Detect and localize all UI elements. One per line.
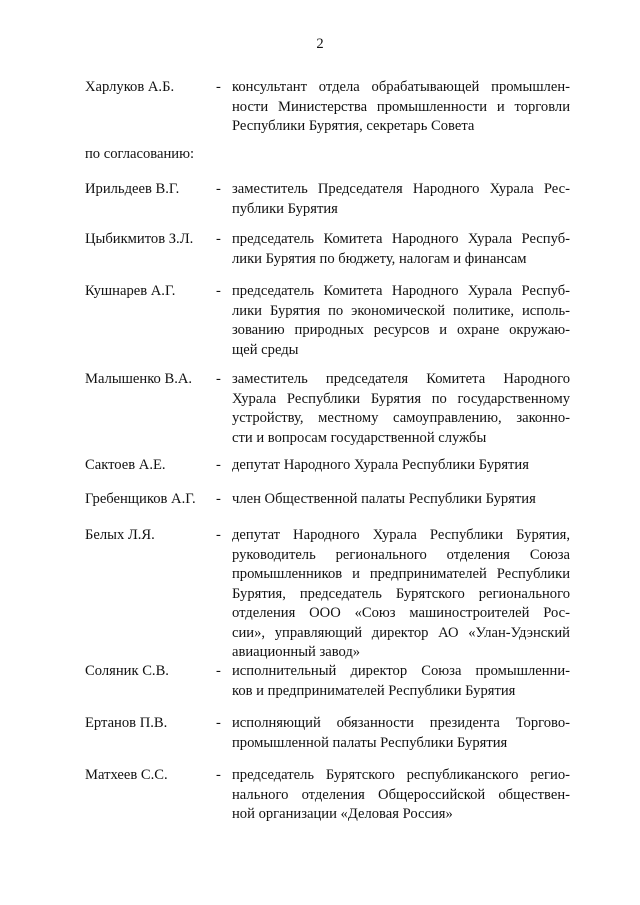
member-name: Малышенко В.А. xyxy=(85,371,193,387)
description-line: председатель Комитета Народного Хурала Респуб- xyxy=(232,231,570,247)
member-description xyxy=(232,180,570,219)
member-description xyxy=(232,230,570,269)
member-dash: - xyxy=(216,663,221,679)
member-entry xyxy=(85,370,570,460)
member-dash: - xyxy=(216,371,221,387)
description-line: Бурятия, председатель Бурятского регионального xyxy=(232,585,570,602)
member-entry xyxy=(85,766,570,856)
description-line: щей среды xyxy=(232,341,299,358)
description-line: публики Бурятия xyxy=(232,200,338,217)
member-entry xyxy=(85,282,570,372)
description-line: заместитель председателя Комитета Народного xyxy=(232,371,570,387)
member-dash: - xyxy=(216,527,221,543)
description-line: отделения ООО «Союз машиностроителей Рос- xyxy=(232,605,570,621)
description-line: Республики Бурятия, секретарь Совета xyxy=(232,118,475,134)
member-description xyxy=(232,526,570,663)
description-line: Хурала Республики Бурятия по государственному xyxy=(232,390,570,407)
description-line: депутат Народного Хурала Республики Бурятия xyxy=(232,457,529,473)
member-description xyxy=(232,662,570,701)
member-description xyxy=(232,370,570,448)
member-name: Ирильдеев В.Г. xyxy=(85,181,180,197)
description-line: исполнительный директор Союза промышленни- xyxy=(232,663,570,679)
member-description xyxy=(232,490,570,510)
member-name: Соляник С.В. xyxy=(85,663,169,679)
page-number: 2 xyxy=(316,36,324,52)
member-description xyxy=(232,456,570,476)
member-description xyxy=(232,714,570,753)
description-line: сти и вопросам государственной службы xyxy=(232,429,487,446)
description-line: исполняющий обязанности президента Торгово- xyxy=(232,715,570,731)
description-line: ной организации «Деловая Россия» xyxy=(232,806,453,822)
member-description xyxy=(232,78,570,137)
member-dash: - xyxy=(216,767,221,783)
description-line: устройству, местному самоуправлению, законно- xyxy=(232,410,570,426)
member-dash: - xyxy=(216,491,221,507)
member-dash: - xyxy=(216,715,221,731)
description-line: председатель Бурятского республиканского регио- xyxy=(232,767,570,783)
description-line: авиационный завод» xyxy=(232,644,361,660)
section-label: по согласованию: xyxy=(85,146,195,162)
member-name: Цыбикмитов З.Л. xyxy=(85,231,194,247)
member-name: Кушнарев А.Г. xyxy=(85,283,176,299)
member-description xyxy=(232,766,570,825)
description-line: промышленников и предпринимателей Республики xyxy=(232,566,570,582)
member-description xyxy=(232,282,570,360)
description-line: консультант отдела обрабатывающей промышлен- xyxy=(232,79,570,95)
member-name: Гребенщиков А.Г. xyxy=(85,491,196,507)
member-dash: - xyxy=(216,79,221,95)
description-line: промышленной палаты Республики Бурятия xyxy=(232,734,508,751)
member-dash: - xyxy=(216,231,221,247)
description-line: сии», управляющий директор АО «Улан-Удэнский xyxy=(232,624,570,641)
description-line: ков и предпринимателей Республики Бурятия xyxy=(232,682,516,699)
member-entry xyxy=(85,526,570,666)
member-name: Ертанов П.В. xyxy=(85,715,168,731)
member-name: Белых Л.Я. xyxy=(85,527,155,543)
member-name: Харлуков А.Б. xyxy=(85,79,175,95)
member-name: Матхеев С.С. xyxy=(85,767,168,783)
description-line: депутат Народного Хурала Республики Бурятия, xyxy=(232,527,570,543)
description-line: руководитель регионального отделения Союза xyxy=(232,546,570,563)
member-name: Сактоев А.Е. xyxy=(85,457,166,473)
description-line: член Общественной палаты Республики Бурятия xyxy=(232,491,536,507)
description-line: нального отделения Общероссийской обществен- xyxy=(232,786,570,803)
member-dash: - xyxy=(216,283,221,299)
description-line: лики Бурятия по бюджету, налогам и финансам xyxy=(232,250,527,267)
description-line: зованию природных ресурсов и охране окружаю- xyxy=(232,322,570,338)
description-line: председатель Комитета Народного Хурала Респуб- xyxy=(232,283,570,299)
member-dash: - xyxy=(216,181,221,197)
member-dash: - xyxy=(216,457,221,473)
description-line: лики Бурятия по экономической политике, исполь- xyxy=(232,302,570,319)
description-line: ности Министерства промышленности и торговли xyxy=(232,98,570,115)
description-line: заместитель Председателя Народного Хурала Рес- xyxy=(232,181,570,197)
